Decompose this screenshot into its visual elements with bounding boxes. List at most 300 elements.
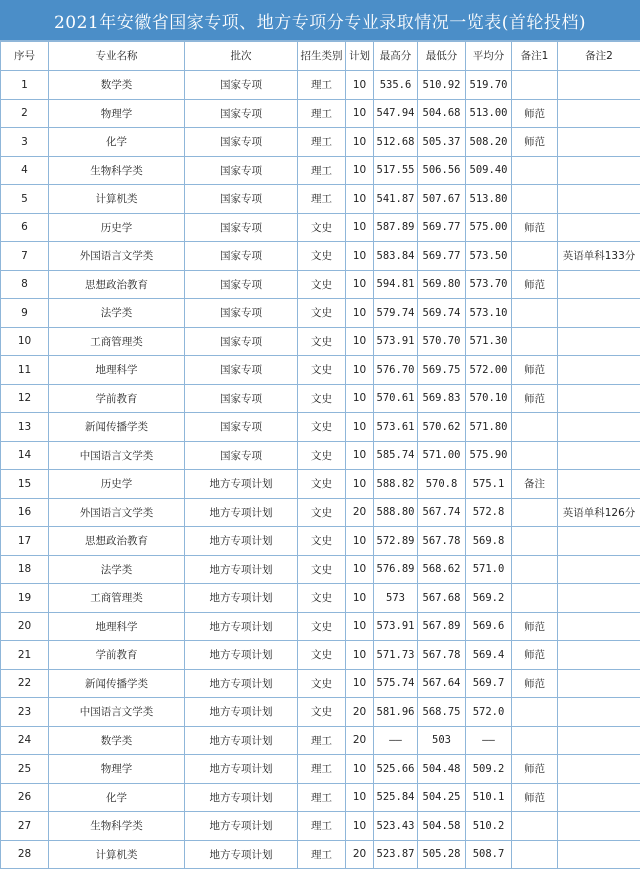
table-cell: 地方专项计划 bbox=[185, 783, 298, 812]
table-cell: —— bbox=[466, 726, 512, 755]
admission-table bbox=[0, 41, 640, 869]
table-cell: 572.00 bbox=[466, 356, 512, 385]
table-cell: 新闻传播学类 bbox=[49, 413, 185, 442]
table-row bbox=[1, 840, 640, 869]
table-cell: 10 bbox=[346, 755, 374, 784]
table-cell: 师范 bbox=[512, 669, 558, 698]
table-cell: 6 bbox=[1, 213, 49, 242]
table-cell: 物理学 bbox=[49, 755, 185, 784]
table-cell: 10 bbox=[346, 555, 374, 584]
table-cell: 文史 bbox=[298, 213, 346, 242]
header-cell: 最低分 bbox=[418, 42, 466, 71]
table-row bbox=[1, 185, 640, 214]
table-cell: 573.70 bbox=[466, 270, 512, 299]
table-row bbox=[1, 527, 640, 556]
table-cell: 510.1 bbox=[466, 783, 512, 812]
table-cell: 505.28 bbox=[418, 840, 466, 869]
table-cell: 10 bbox=[346, 99, 374, 128]
table-cell bbox=[512, 812, 558, 841]
table-cell: 国家专项 bbox=[185, 299, 298, 328]
table-cell: 569.77 bbox=[418, 242, 466, 271]
table-cell: 思想政治教育 bbox=[49, 270, 185, 299]
table-cell: 541.87 bbox=[374, 185, 418, 214]
table-cell: 20 bbox=[346, 498, 374, 527]
table-cell: 工商管理类 bbox=[49, 584, 185, 613]
table-cell: 10 bbox=[346, 783, 374, 812]
table-cell: 14 bbox=[1, 441, 49, 470]
table-cell: 师范 bbox=[512, 384, 558, 413]
table-row bbox=[1, 413, 640, 442]
table-cell: 24 bbox=[1, 726, 49, 755]
table-cell: 575.90 bbox=[466, 441, 512, 470]
table-cell: 573.61 bbox=[374, 413, 418, 442]
table-cell: 572.0 bbox=[466, 698, 512, 727]
table-cell: 569.80 bbox=[418, 270, 466, 299]
table-row bbox=[1, 71, 640, 100]
table-cell: 571.00 bbox=[418, 441, 466, 470]
table-cell: 文史 bbox=[298, 470, 346, 499]
table-cell: 535.6 bbox=[374, 71, 418, 100]
table-cell: 504.25 bbox=[418, 783, 466, 812]
table-cell: 570.70 bbox=[418, 327, 466, 356]
table-cell: 16 bbox=[1, 498, 49, 527]
table-cell: 10 bbox=[346, 527, 374, 556]
table-cell: 数学类 bbox=[49, 71, 185, 100]
table-cell: 中国语言文学类 bbox=[49, 698, 185, 727]
table-cell: 国家专项 bbox=[185, 128, 298, 157]
table-cell: 师范 bbox=[512, 783, 558, 812]
table-cell: 国家专项 bbox=[185, 270, 298, 299]
table-cell bbox=[558, 783, 640, 812]
table-cell: 10 bbox=[346, 356, 374, 385]
table-cell: 英语单科133分 bbox=[558, 242, 640, 271]
table-row bbox=[1, 812, 640, 841]
table-cell bbox=[558, 270, 640, 299]
table-cell: 523.87 bbox=[374, 840, 418, 869]
table-row bbox=[1, 242, 640, 271]
table-cell: 国家专项 bbox=[185, 441, 298, 470]
table-cell bbox=[558, 185, 640, 214]
table-cell: 11 bbox=[1, 356, 49, 385]
table-cell: 理工 bbox=[298, 185, 346, 214]
table-cell: 外国语言文学类 bbox=[49, 498, 185, 527]
table-cell: 7 bbox=[1, 242, 49, 271]
table-cell: 10 bbox=[346, 128, 374, 157]
table-cell: 理工 bbox=[298, 156, 346, 185]
table-cell: 历史学 bbox=[49, 213, 185, 242]
header-cell: 专业名称 bbox=[49, 42, 185, 71]
table-cell: 计算机类 bbox=[49, 185, 185, 214]
table-cell: 计算机类 bbox=[49, 840, 185, 869]
table-cell: 569.8 bbox=[466, 527, 512, 556]
table-cell: 地方专项计划 bbox=[185, 612, 298, 641]
header-cell: 批次 bbox=[185, 42, 298, 71]
table-cell: 585.74 bbox=[374, 441, 418, 470]
table-cell: 师范 bbox=[512, 755, 558, 784]
table-cell: 570.8 bbox=[418, 470, 466, 499]
table-cell: 国家专项 bbox=[185, 156, 298, 185]
table-cell: 20 bbox=[346, 726, 374, 755]
table-cell: 地理科学 bbox=[49, 612, 185, 641]
table-row bbox=[1, 327, 640, 356]
table-cell: 523.43 bbox=[374, 812, 418, 841]
table-cell: 文史 bbox=[298, 384, 346, 413]
table-cell: 文史 bbox=[298, 612, 346, 641]
table-cell: 509.2 bbox=[466, 755, 512, 784]
table-cell: 地方专项计划 bbox=[185, 641, 298, 670]
table-cell bbox=[512, 555, 558, 584]
table-cell: 510.92 bbox=[418, 71, 466, 100]
table-cell: 师范 bbox=[512, 128, 558, 157]
table-cell: 573 bbox=[374, 584, 418, 613]
table-cell: 569.7 bbox=[466, 669, 512, 698]
table-cell: 588.80 bbox=[374, 498, 418, 527]
table-cell: 569.2 bbox=[466, 584, 512, 613]
table-cell: 19 bbox=[1, 584, 49, 613]
table-cell bbox=[558, 299, 640, 328]
table-cell: 5 bbox=[1, 185, 49, 214]
table-row bbox=[1, 213, 640, 242]
table-cell: 13 bbox=[1, 413, 49, 442]
table-cell: 国家专项 bbox=[185, 242, 298, 271]
table-cell: 10 bbox=[346, 384, 374, 413]
table-cell: 23 bbox=[1, 698, 49, 727]
table-cell: 理工 bbox=[298, 128, 346, 157]
table-cell: 3 bbox=[1, 128, 49, 157]
table-cell: 文史 bbox=[298, 441, 346, 470]
table-cell: 28 bbox=[1, 840, 49, 869]
table-cell: 567.74 bbox=[418, 498, 466, 527]
table-cell: 567.89 bbox=[418, 612, 466, 641]
table-cell: 575.1 bbox=[466, 470, 512, 499]
table-cell: 573.10 bbox=[466, 299, 512, 328]
table-cell: 师范 bbox=[512, 99, 558, 128]
table-row bbox=[1, 128, 640, 157]
table-cell: 579.74 bbox=[374, 299, 418, 328]
table-cell bbox=[558, 726, 640, 755]
table-cell: 21 bbox=[1, 641, 49, 670]
table-cell: 22 bbox=[1, 669, 49, 698]
table-cell: 文史 bbox=[298, 356, 346, 385]
table-cell: 10 bbox=[1, 327, 49, 356]
table-cell: 12 bbox=[1, 384, 49, 413]
table-cell: 师范 bbox=[512, 612, 558, 641]
table-cell: 文史 bbox=[298, 527, 346, 556]
header-cell: 最高分 bbox=[374, 42, 418, 71]
table-cell: 理工 bbox=[298, 840, 346, 869]
table-cell: 文史 bbox=[298, 641, 346, 670]
table-cell: 国家专项 bbox=[185, 384, 298, 413]
table-cell: 理工 bbox=[298, 71, 346, 100]
table-cell: 568.62 bbox=[418, 555, 466, 584]
table-cell: 理工 bbox=[298, 812, 346, 841]
table-cell: 587.89 bbox=[374, 213, 418, 242]
table-cell: 理工 bbox=[298, 726, 346, 755]
table-cell: 8 bbox=[1, 270, 49, 299]
table-cell: 583.84 bbox=[374, 242, 418, 271]
table-cell: 师范 bbox=[512, 641, 558, 670]
table-cell bbox=[512, 299, 558, 328]
table-cell: 504.58 bbox=[418, 812, 466, 841]
table-cell: 20 bbox=[346, 698, 374, 727]
table-cell: —— bbox=[374, 726, 418, 755]
table-cell: 20 bbox=[1, 612, 49, 641]
table-cell: 569.77 bbox=[418, 213, 466, 242]
table-cell: 理工 bbox=[298, 99, 346, 128]
table-cell: 地方专项计划 bbox=[185, 584, 298, 613]
table-cell bbox=[512, 242, 558, 271]
table-cell: 2 bbox=[1, 99, 49, 128]
table-cell: 文史 bbox=[298, 270, 346, 299]
table-cell: 567.64 bbox=[418, 669, 466, 698]
table-cell: 525.66 bbox=[374, 755, 418, 784]
table-row bbox=[1, 384, 640, 413]
table-cell bbox=[512, 185, 558, 214]
table-cell: 572.89 bbox=[374, 527, 418, 556]
table-cell: 国家专项 bbox=[185, 185, 298, 214]
table-cell: 575.74 bbox=[374, 669, 418, 698]
table-cell bbox=[558, 384, 640, 413]
table-cell bbox=[558, 669, 640, 698]
table-cell: 572.8 bbox=[466, 498, 512, 527]
table-row bbox=[1, 99, 640, 128]
table-row bbox=[1, 669, 640, 698]
table-cell: 10 bbox=[346, 213, 374, 242]
table-cell: 地理科学 bbox=[49, 356, 185, 385]
table-cell: 化学 bbox=[49, 783, 185, 812]
table-row bbox=[1, 356, 640, 385]
table-cell: 26 bbox=[1, 783, 49, 812]
table-cell bbox=[558, 527, 640, 556]
table-cell bbox=[558, 356, 640, 385]
table-cell: 10 bbox=[346, 242, 374, 271]
table-row bbox=[1, 612, 640, 641]
table-cell bbox=[512, 840, 558, 869]
table-cell: 文史 bbox=[298, 327, 346, 356]
table-cell: 生物科学类 bbox=[49, 812, 185, 841]
table-cell: 地方专项计划 bbox=[185, 555, 298, 584]
table-cell: 10 bbox=[346, 299, 374, 328]
table-cell bbox=[558, 641, 640, 670]
table-cell bbox=[558, 156, 640, 185]
table-cell: 4 bbox=[1, 156, 49, 185]
table-cell: 594.81 bbox=[374, 270, 418, 299]
table-row bbox=[1, 299, 640, 328]
table-cell: 地方专项计划 bbox=[185, 840, 298, 869]
table-cell: 510.2 bbox=[466, 812, 512, 841]
table-cell: 9 bbox=[1, 299, 49, 328]
table-cell: 503 bbox=[418, 726, 466, 755]
table-cell: 地方专项计划 bbox=[185, 527, 298, 556]
table-cell: 25 bbox=[1, 755, 49, 784]
table-cell bbox=[558, 327, 640, 356]
table-cell bbox=[512, 327, 558, 356]
table-cell: 理工 bbox=[298, 755, 346, 784]
table-cell: 数学类 bbox=[49, 726, 185, 755]
table-cell bbox=[558, 555, 640, 584]
table-row bbox=[1, 698, 640, 727]
table-cell: 513.00 bbox=[466, 99, 512, 128]
table-cell: 575.00 bbox=[466, 213, 512, 242]
table-cell: 517.55 bbox=[374, 156, 418, 185]
table-cell: 10 bbox=[346, 270, 374, 299]
table-cell: 地方专项计划 bbox=[185, 669, 298, 698]
table-cell: 506.56 bbox=[418, 156, 466, 185]
table-cell: 573.91 bbox=[374, 327, 418, 356]
table-cell bbox=[558, 413, 640, 442]
table-cell: 文史 bbox=[298, 242, 346, 271]
table-cell: 文史 bbox=[298, 555, 346, 584]
table-row bbox=[1, 498, 640, 527]
table-cell: 508.7 bbox=[466, 840, 512, 869]
table-cell: 地方专项计划 bbox=[185, 812, 298, 841]
table-cell: 地方专项计划 bbox=[185, 726, 298, 755]
table-cell: 10 bbox=[346, 612, 374, 641]
table-cell: 513.80 bbox=[466, 185, 512, 214]
table-cell: 567.68 bbox=[418, 584, 466, 613]
table-cell: 国家专项 bbox=[185, 213, 298, 242]
table-cell: 10 bbox=[346, 584, 374, 613]
table-cell: 10 bbox=[346, 669, 374, 698]
table-cell: 工商管理类 bbox=[49, 327, 185, 356]
table-cell: 573.91 bbox=[374, 612, 418, 641]
table-cell bbox=[558, 71, 640, 100]
table-cell: 570.62 bbox=[418, 413, 466, 442]
table-cell: 18 bbox=[1, 555, 49, 584]
table-title: 2021年安徽省国家专项、地方专项分专业录取情况一览表(首轮投档) bbox=[0, 0, 640, 41]
table-cell: 10 bbox=[346, 812, 374, 841]
table-cell: 国家专项 bbox=[185, 356, 298, 385]
table-cell bbox=[512, 413, 558, 442]
table-cell: 物理学 bbox=[49, 99, 185, 128]
table-cell bbox=[558, 840, 640, 869]
table-cell: 571.0 bbox=[466, 555, 512, 584]
table-row bbox=[1, 270, 640, 299]
table-cell bbox=[558, 441, 640, 470]
header-cell: 序号 bbox=[1, 42, 49, 71]
table-cell: 576.70 bbox=[374, 356, 418, 385]
table-cell: 20 bbox=[346, 840, 374, 869]
table-cell: 570.10 bbox=[466, 384, 512, 413]
table-cell bbox=[512, 71, 558, 100]
table-cell: 地方专项计划 bbox=[185, 698, 298, 727]
table-cell: 10 bbox=[346, 185, 374, 214]
table-cell: 569.83 bbox=[418, 384, 466, 413]
table-cell bbox=[558, 584, 640, 613]
table-cell: 历史学 bbox=[49, 470, 185, 499]
table-cell: 567.78 bbox=[418, 527, 466, 556]
table-cell: 文史 bbox=[298, 698, 346, 727]
table-cell: 地方专项计划 bbox=[185, 498, 298, 527]
table-cell: 519.70 bbox=[466, 71, 512, 100]
table-cell: 525.84 bbox=[374, 783, 418, 812]
table-cell bbox=[558, 213, 640, 242]
table-row bbox=[1, 783, 640, 812]
table-cell: 生物科学类 bbox=[49, 156, 185, 185]
table-row bbox=[1, 641, 640, 670]
header-row bbox=[1, 42, 640, 71]
table-cell bbox=[512, 441, 558, 470]
table-cell: 581.96 bbox=[374, 698, 418, 727]
table-row bbox=[1, 584, 640, 613]
table-cell: 504.68 bbox=[418, 99, 466, 128]
table-cell bbox=[558, 755, 640, 784]
table-cell: 15 bbox=[1, 470, 49, 499]
header-cell: 招生类别 bbox=[298, 42, 346, 71]
table-cell: 10 bbox=[346, 413, 374, 442]
table-cell bbox=[558, 470, 640, 499]
table-cell: 中国语言文学类 bbox=[49, 441, 185, 470]
table-cell: 文史 bbox=[298, 299, 346, 328]
table-cell: 备注 bbox=[512, 470, 558, 499]
table-cell: 师范 bbox=[512, 356, 558, 385]
header-cell: 计划 bbox=[346, 42, 374, 71]
table-cell: 10 bbox=[346, 641, 374, 670]
table-cell: 地方专项计划 bbox=[185, 470, 298, 499]
table-cell: 10 bbox=[346, 71, 374, 100]
table-cell: 国家专项 bbox=[185, 327, 298, 356]
table-cell: 学前教育 bbox=[49, 641, 185, 670]
table-cell: 512.68 bbox=[374, 128, 418, 157]
table-cell: 507.67 bbox=[418, 185, 466, 214]
table-cell: 文史 bbox=[298, 413, 346, 442]
table-cell: 570.61 bbox=[374, 384, 418, 413]
table-cell bbox=[512, 156, 558, 185]
table-row bbox=[1, 470, 640, 499]
table-cell: 文史 bbox=[298, 669, 346, 698]
table-cell: 10 bbox=[346, 470, 374, 499]
table-row bbox=[1, 156, 640, 185]
table-cell: 学前教育 bbox=[49, 384, 185, 413]
header-cell: 平均分 bbox=[466, 42, 512, 71]
table-cell: 504.48 bbox=[418, 755, 466, 784]
table-cell: 571.80 bbox=[466, 413, 512, 442]
table-cell: 10 bbox=[346, 441, 374, 470]
table-cell: 569.4 bbox=[466, 641, 512, 670]
table-cell bbox=[512, 726, 558, 755]
table-cell bbox=[558, 128, 640, 157]
table-cell: 法学类 bbox=[49, 299, 185, 328]
table-cell: 新闻传播学类 bbox=[49, 669, 185, 698]
table-cell: 571.30 bbox=[466, 327, 512, 356]
table-cell bbox=[558, 698, 640, 727]
table-cell: 588.82 bbox=[374, 470, 418, 499]
table-cell: 569.6 bbox=[466, 612, 512, 641]
table-cell: 思想政治教育 bbox=[49, 527, 185, 556]
table-cell: 569.75 bbox=[418, 356, 466, 385]
table-cell: 化学 bbox=[49, 128, 185, 157]
table-cell: 地方专项计划 bbox=[185, 755, 298, 784]
table-cell: 568.75 bbox=[418, 698, 466, 727]
table-cell: 国家专项 bbox=[185, 413, 298, 442]
table-cell bbox=[512, 527, 558, 556]
table-row bbox=[1, 726, 640, 755]
table-cell bbox=[558, 612, 640, 641]
table-cell: 师范 bbox=[512, 213, 558, 242]
table-cell: 567.78 bbox=[418, 641, 466, 670]
table-cell: 文史 bbox=[298, 584, 346, 613]
table-cell: 569.74 bbox=[418, 299, 466, 328]
table-row bbox=[1, 555, 640, 584]
table-body bbox=[1, 71, 640, 869]
table-cell: 576.89 bbox=[374, 555, 418, 584]
table-cell: 505.37 bbox=[418, 128, 466, 157]
table-cell: 573.50 bbox=[466, 242, 512, 271]
table-cell: 国家专项 bbox=[185, 99, 298, 128]
table-cell: 10 bbox=[346, 156, 374, 185]
header-cell: 备注2 bbox=[558, 42, 640, 71]
table-cell: 571.73 bbox=[374, 641, 418, 670]
